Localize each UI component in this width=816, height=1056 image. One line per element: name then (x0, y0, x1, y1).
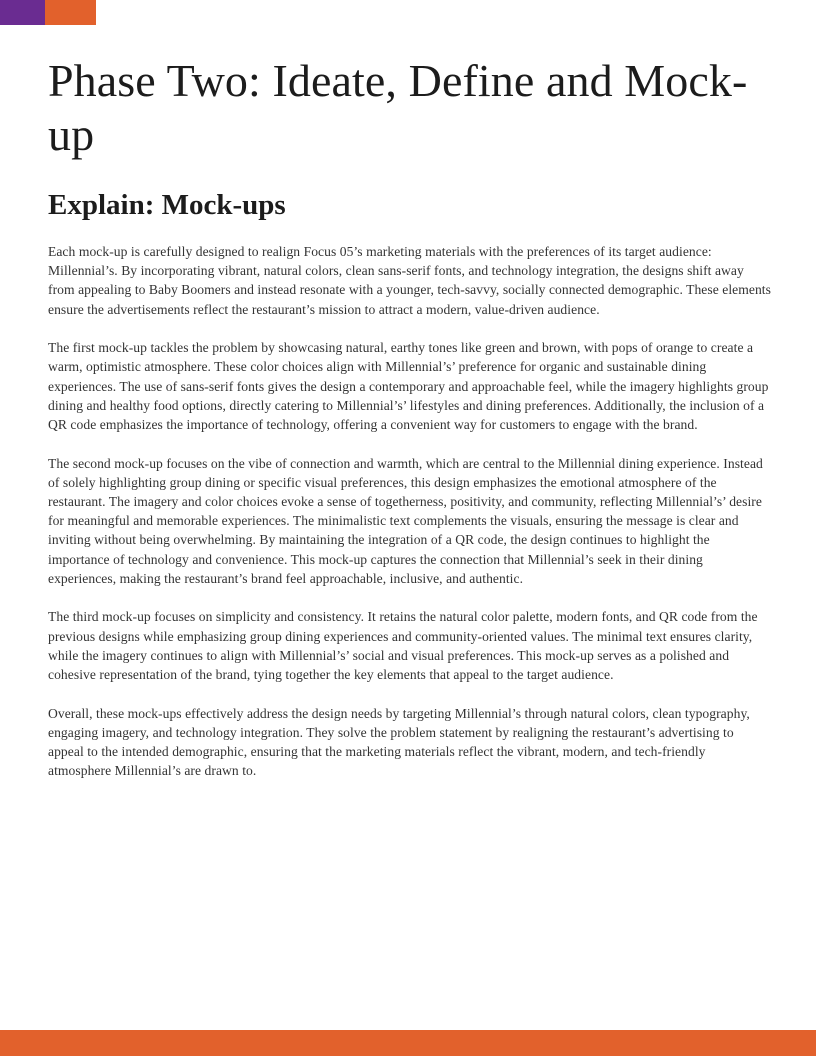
paragraph-overall: Overall, these mock-ups effectively address the design needs by targeting Millennial’s through natural colors, clean typography, engaging imagery, and technology integration. They solve the problem statement by realigning the restaurant’s advertising to appeal to the intended demographic, ensuring that the marketing materials reflect the vibrant, modern, and tech-friendly atmosphere Millennial’s are drawn to. (48, 705, 750, 779)
paragraph-second-mockup: The second mock-up focuses on the vibe of connection and warmth, which are central to the Millennial dining experience. Instead of solely highlighting group dining or specific visual preferences, this design emphasizes the emotional atmosphere of the restaurant. The imagery and color choices evoke a sense of togetherness, positivity, and community, reflecting Millennial’s’ desire for meaningful and memorable experiences. The minimalistic text complements the visuals, ensuring the message is clear and inviting without being overwhelming. By maintaining the integration of a QR code, the design continues to highlight the importance of technology and convenience. This mock-up captures the connection that Millennial’s seek in their dining experiences, making the restaurant’s brand feel approachable, inclusive, and authentic. (48, 455, 763, 586)
body-text (48, 242, 772, 780)
paragraph-first-mockup: The first mock-up tackles the problem by showcasing natural, earthy tones like green and brown, with pops of orange to create a warm, optimistic atmosphere. These color choices align with Millennial’s’ preference for organic and sustainable dining experiences. The use of sans-serif fonts gives the design a contemporary and approachable feel, while the imagery highlights group dining and healthy food options, directly catering to Millennial’s’ lifestyles and dining preferences. Additionally, the inclusion of a QR code emphasizes the importance of technology, offering a convenient way for customers to engage with the brand. (48, 340, 769, 433)
paragraph-intro: Each mock-up is carefully designed to realign Focus 05’s marketing materials with the preferences of its target audience: Millennial’s. By incorporating vibrant, natural colors, clean sans-serif fonts, and technology integration, the designs shift away from appealing to Baby Boomers and instead resonate with a younger, tech-savvy, socially connected demographic. These elements ensure the advertisements reflect the restaurant’s mission to attract a modern, value-driven audience. (48, 244, 771, 317)
page-title: Phase Two: Ideate, Define and Mock-up (48, 55, 748, 160)
section-heading: Explain: Mock-ups (48, 189, 286, 221)
paragraph-third-mockup: The third mock-up focuses on simplicity and consistency. It retains the natural color palette, modern fonts, and QR code from the previous designs while emphasizing group dining experiences and community-oriented values. The minimal text ensures clarity, while the imagery continues to align with Millennial’s’ social and visual preferences. This mock-up serves as a polished and cohesive representation of the brand, tying together the key elements that appeal to the target audience. (48, 609, 758, 683)
accent-block-orange (45, 0, 96, 25)
footer-accent-bar (0, 1030, 816, 1056)
page-content (48, 54, 772, 800)
header-accent-bar (0, 0, 96, 25)
accent-block-purple (0, 0, 45, 25)
